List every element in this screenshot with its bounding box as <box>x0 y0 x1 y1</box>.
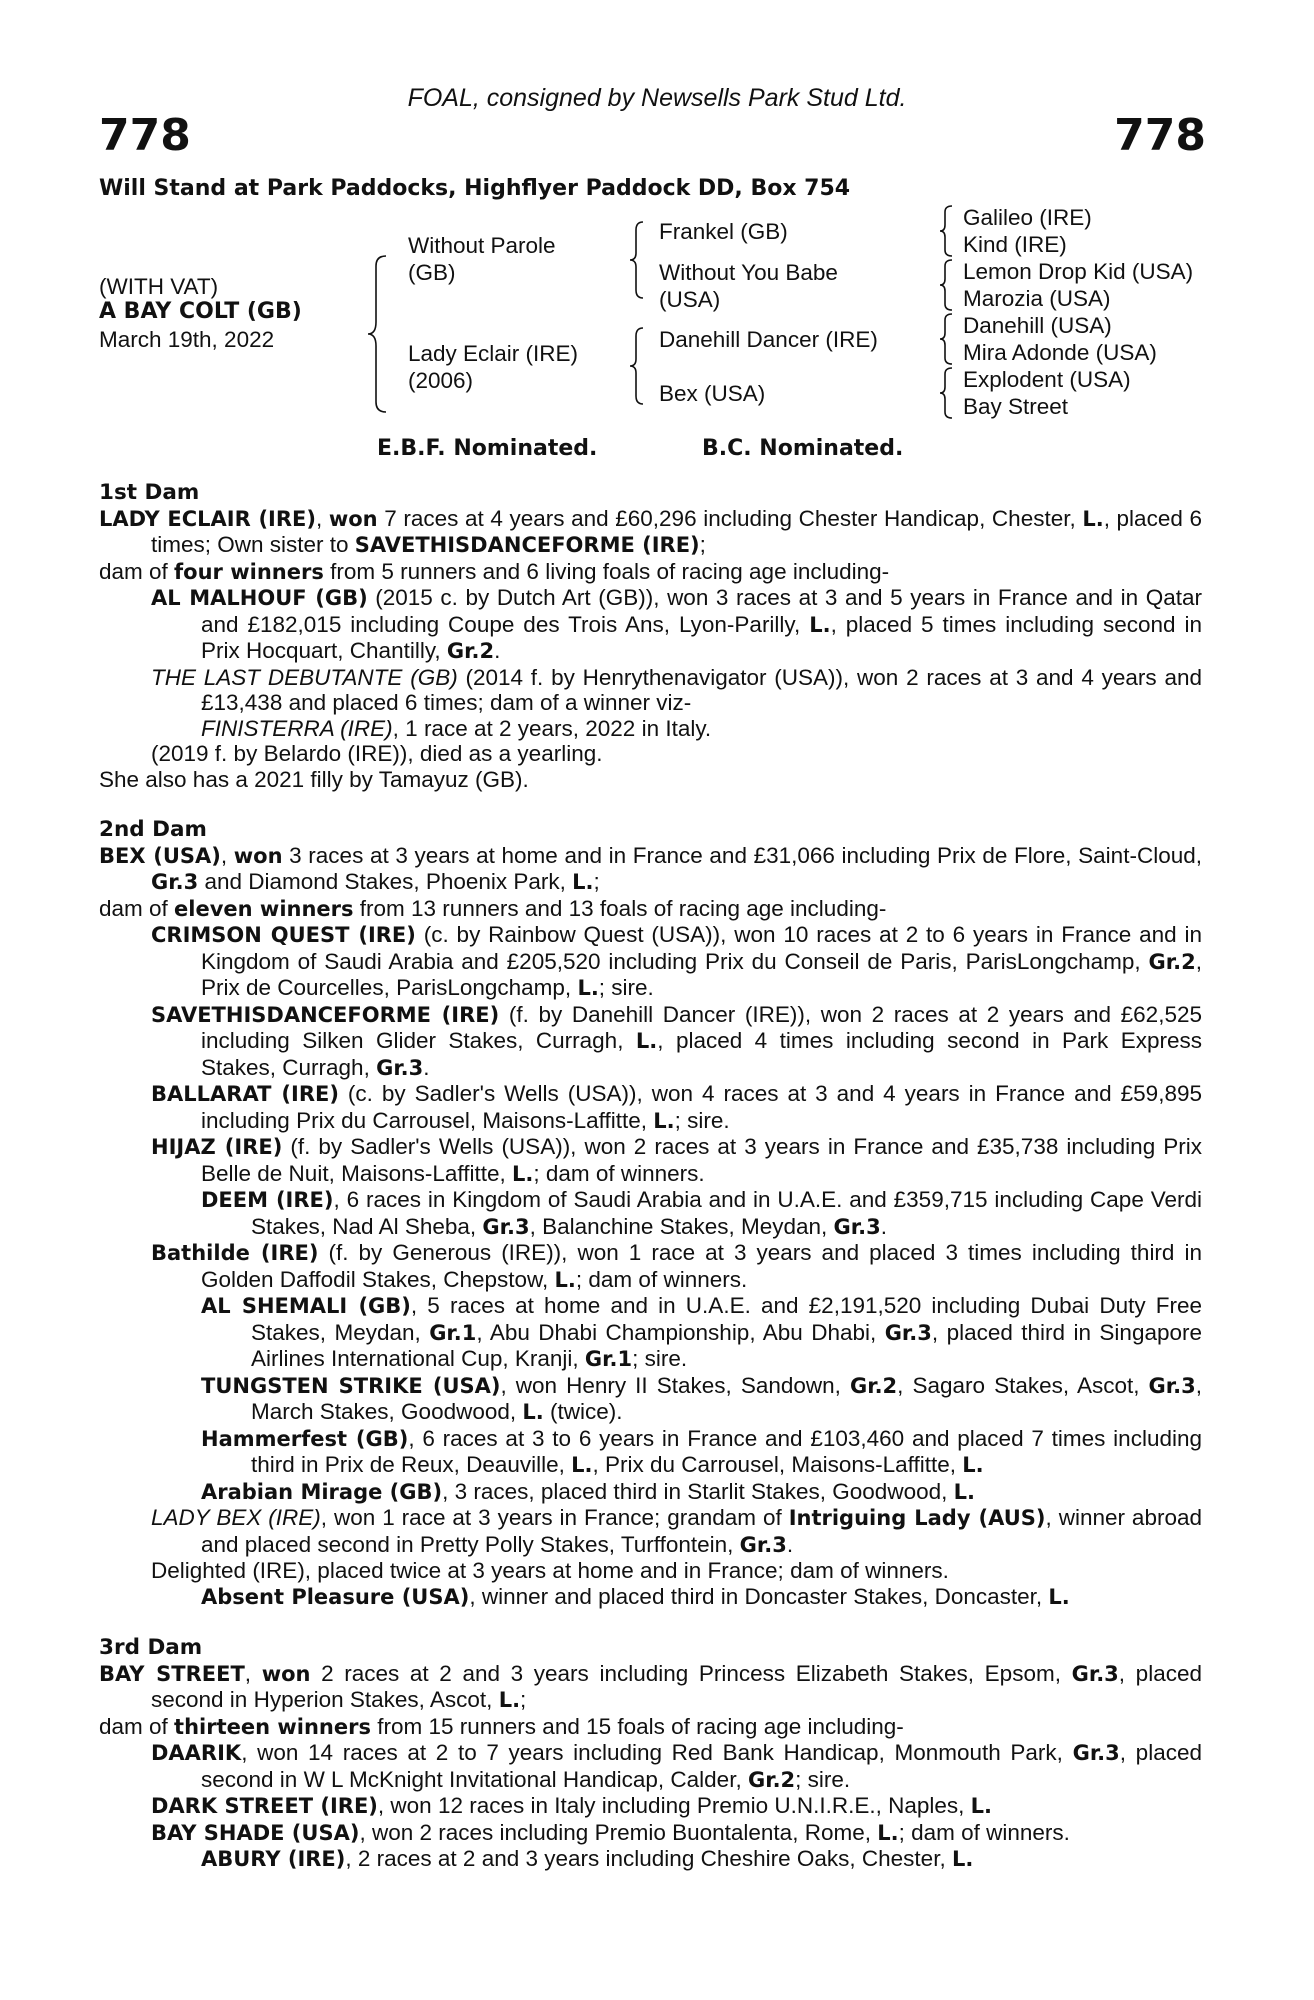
entry-text: (2015 c. by Dutch Art (GB)), won 3 races at 3 and 5 years in France and in Qatar and £182,015 including Coupe des Trois Ans, Lyon-Parilly, <box>201 585 1202 637</box>
entry-text: , Abu Dhabi Championship, Abu Dhabi, <box>476 1319 885 1345</box>
entry-text: dam of <box>99 895 175 921</box>
bold-text: L. <box>554 1267 576 1292</box>
catalogue-body <box>99 480 1202 1873</box>
entry-text: 2 races at 2 and 3 years including Princess Elizabeth Stakes, Epsom, <box>310 1660 1072 1686</box>
entry-text: , <box>244 1660 262 1686</box>
lot-number-right: 778 <box>1114 110 1206 161</box>
sire-country: (GB) <box>408 260 456 285</box>
bold-text: L. <box>498 1688 521 1712</box>
grandparent-4: Marozia (USA) <box>963 286 1111 311</box>
bold-text: DARK STREET (IRE) <box>151 1794 378 1818</box>
dam-sire: Danehill Dancer (IRE) <box>659 327 878 352</box>
entry-text: 7 races at 4 years and £60,296 including Chester Handicap, Chester, <box>377 505 1083 531</box>
entry-text: . <box>786 1531 794 1557</box>
foaling-date: March 19th, 2022 <box>99 327 275 352</box>
pedigree-brace-g4 <box>938 366 954 420</box>
bold-text: L. <box>522 1400 544 1424</box>
pedigree-brace-sire <box>628 220 646 300</box>
entry-text: , 1 race at 2 years, 2022 in Italy. <box>392 715 712 741</box>
bold-text: Absent Pleasure (USA) <box>201 1584 470 1609</box>
entry-text: 3 races at 3 years at home and in France and £31,066 including Prix de Flore, Saint-Cloud, <box>282 842 1202 868</box>
entry-text: ; sire. <box>795 1766 851 1792</box>
entry-text: , won 1 race at 3 years in France; grandam of <box>320 1505 789 1530</box>
bold-text: HIJAZ (IRE) <box>151 1135 283 1159</box>
pedigree-entry <box>151 1740 1202 1793</box>
entry-text: , Sagaro Stakes, Ascot, <box>897 1372 1149 1398</box>
entry-text: (2019 f. by Belardo (IRE)), died as a yearling. <box>151 741 603 766</box>
bold-text: BAY STREET <box>99 1661 245 1686</box>
entry-text: , <box>315 505 329 531</box>
bold-text: Gr.3 <box>1072 1741 1120 1765</box>
entry-text: ; <box>699 532 706 557</box>
bold-text: L. <box>1048 1584 1070 1609</box>
bold-text: won <box>328 506 378 531</box>
entry-text: , placed second in W L McKnight Invitational Handicap, Calder, <box>201 1740 1202 1792</box>
pedigree-entry <box>201 1426 1202 1479</box>
entry-text: (c. by Sadler's Wells (USA)), won 4 races at 3 and 4 years in France and £59,895 including Prix du Carrousel, Maisons-Laffitte, <box>201 1081 1202 1133</box>
bold-text: Gr.1 <box>429 1320 477 1345</box>
bold-text: TUNGSTEN STRIKE (USA) <box>201 1373 501 1398</box>
pedigree-brace-g2 <box>938 258 954 312</box>
entry-text: , 2 races at 2 and 3 years including Cheshire Oaks, Chester, <box>345 1846 952 1871</box>
pedigree-entry <box>201 1584 1202 1611</box>
entry-text: , won 14 races at 2 to 7 years including Red Bank Handicap, Monmouth Park, <box>241 1740 1073 1765</box>
entry-text: (twice). <box>543 1399 623 1424</box>
bold-text: Bathilde (IRE) <box>151 1241 319 1265</box>
pedigree-entry <box>151 1134 1202 1187</box>
section-heading: 1st Dam <box>99 480 200 505</box>
bold-text: SAVETHISDANCEFORME (IRE) <box>151 1002 500 1027</box>
bold-text: L. <box>635 1029 658 1053</box>
sire-name: Without Parole <box>408 233 556 258</box>
entry-text: , 6 races in Kingdom of Saudi Arabia and in U.A.E. and £359,715 including Cape Verdi Stakes, Nad Al Sheba, <box>251 1187 1202 1239</box>
entry-text: ; sire. <box>632 1346 688 1371</box>
bold-text: Gr.3 <box>376 1055 424 1080</box>
pedigree-entry <box>151 922 1202 1002</box>
pedigree-entry <box>201 716 1202 742</box>
pedigree-entry <box>151 1240 1202 1293</box>
bold-text: L. <box>571 1453 593 1477</box>
ebf-nomination: E.B.F. Nominated. <box>377 436 598 461</box>
bold-text: thirteen winners <box>174 1714 371 1739</box>
bc-nomination: B.C. Nominated. <box>702 436 904 461</box>
bold-text: Intriguing Lady (AUS) <box>788 1506 1046 1530</box>
entry-text: (f. by Sadler's Wells (USA)), won 2 races at 3 years in France and £35,738 including Prix Belle de Nuit, Maisons-Laffitte, <box>201 1134 1202 1186</box>
pedigree-entry <box>201 1373 1202 1426</box>
bold-text: L. <box>572 870 594 894</box>
pedigree-entry <box>151 741 1202 767</box>
bold-text: Gr.3 <box>833 1214 881 1239</box>
pedigree-entry <box>99 506 1202 559</box>
bold-text: Gr.3 <box>1071 1661 1119 1686</box>
entry-text: , won Henry II Stakes, Sandown, <box>500 1372 850 1398</box>
entry-text: , Prix de Courcelles, ParisLongchamp, <box>201 948 1202 1000</box>
bold-text: Arabian Mirage (GB) <box>201 1479 443 1504</box>
section-heading: 2nd Dam <box>99 817 207 842</box>
entry-text: dam of <box>99 558 175 584</box>
pedigree-entry <box>201 1846 1202 1873</box>
bold-text: BAY SHADE (USA) <box>151 1820 360 1845</box>
dam-dam: Bex (USA) <box>659 381 766 406</box>
pedigree-entry <box>151 1002 1202 1082</box>
entry-text: , placed 4 times including second in Park Express Stakes, Curragh, <box>201 1028 1202 1080</box>
bold-text: Gr.2 <box>849 1373 898 1398</box>
entry-text: , won 12 races in Italy including Premio U.N.I.R.E., Naples, <box>377 1793 971 1818</box>
bold-text: L. <box>951 1847 974 1871</box>
entry-text: ; dam of winners. <box>898 1819 1070 1845</box>
entry-text: . <box>880 1213 888 1239</box>
pedigree-brace-g1 <box>938 204 954 258</box>
entry-text: , winner and placed third in Doncaster Stakes, Doncaster, <box>469 1583 1049 1609</box>
section-heading: 3rd Dam <box>99 1635 203 1660</box>
lot-number-left: 778 <box>99 110 191 161</box>
bold-text: L. <box>653 1108 675 1133</box>
pedigree-entry <box>151 1081 1202 1134</box>
bold-text: Gr.3 <box>739 1532 787 1557</box>
bold-text: Gr.2 <box>747 1767 796 1792</box>
pedigree-entry <box>151 665 1202 716</box>
sire-sire: Frankel (GB) <box>659 219 788 244</box>
entry-text: , placed second in Hyperion Stakes, Ascot, <box>151 1660 1202 1712</box>
entry-text: ; dam of winners. <box>575 1266 748 1292</box>
bold-text: L. <box>809 612 831 637</box>
entry-text: from 13 runners and 13 foals of racing age including- <box>353 895 887 921</box>
consignor-line: FOAL, consigned by Newsells Park Stud Ltd. <box>407 84 907 112</box>
entry-text: , <box>220 842 234 868</box>
entry-text: ; <box>520 1687 527 1712</box>
entry-text: from 5 runners and 6 living foals of racing age including- <box>323 558 890 584</box>
entry-text: , winner abroad and placed second in Pretty Polly Stakes, Turffontein, <box>201 1505 1202 1557</box>
italic-text: THE LAST DEBUTANTE (GB) <box>151 664 458 690</box>
bold-text: SAVETHISDANCEFORME (IRE) <box>354 533 700 557</box>
vat-note: (WITH VAT) <box>99 274 219 299</box>
bold-text: L. <box>970 1794 993 1818</box>
section-gap <box>99 792 1202 817</box>
italic-text: LADY BEX (IRE) <box>151 1505 321 1530</box>
bold-text: DEEM (IRE) <box>201 1188 334 1212</box>
entry-text: . <box>494 638 501 663</box>
bold-text: L. <box>1082 506 1104 531</box>
pedigree-brace-g3 <box>938 312 954 366</box>
entry-text: (f. by Generous (IRE)), won 1 race at 3 years and placed 3 times including third in Golden Daffodil Stakes, Chepstow, <box>201 1240 1202 1292</box>
entry-text: She also has a 2021 filly by Tamayuz (GB). <box>99 766 529 792</box>
entry-text: from 15 runners and 15 foals of racing age including- <box>370 1713 904 1739</box>
pedigree-entry <box>99 843 1202 896</box>
bold-text: AL MALHOUF (GB) <box>151 586 368 610</box>
pedigree-entry <box>99 1661 1202 1714</box>
entry-text: , Prix du Carrousel, Maisons-Laffitte, <box>592 1452 963 1477</box>
bold-text: BALLARAT (IRE) <box>151 1082 339 1106</box>
entry-text: , placed 6 times; Own sister to <box>151 505 1202 557</box>
bold-text: Gr.1 <box>584 1347 633 1371</box>
entry-text: , placed third in Singapore Airlines International Cup, Kranji, <box>251 1319 1202 1371</box>
entry-text: ; sire. <box>598 975 654 1000</box>
bold-text: CRIMSON QUEST (IRE) <box>151 923 416 947</box>
grandparent-7: Explodent (USA) <box>963 367 1131 392</box>
section-gap <box>99 1610 1202 1635</box>
stand-location: Will Stand at Park Paddocks, Highflyer Paddock DD, Box 754 <box>99 176 851 201</box>
bold-text: Gr.3 <box>1148 1373 1196 1398</box>
bold-text: LADY ECLAIR (IRE) <box>99 506 316 531</box>
entry-text: dam of <box>99 1713 175 1739</box>
bold-text: AL SHEMALI (GB) <box>201 1294 411 1318</box>
pedigree-entry <box>99 1714 1202 1741</box>
bold-text: four winners <box>174 559 324 584</box>
entry-text: Delighted (IRE), placed twice at 3 years at home and in France; dam of winners. <box>151 1558 949 1583</box>
entry-text: , 6 races at 3 to 6 years in France and £103,460 and placed 7 times including third in Prix de Reux, Deauville, <box>251 1425 1202 1477</box>
entry-text: , won 2 races including Premio Buontalenta, Rome, <box>359 1819 878 1845</box>
entry-text: (c. by Rainbow Quest (USA)), won 10 races at 2 to 6 years in France and in Kingdom of Saudi Arabia and £205,520 including Prix du Conseil de Paris, ParisLongchamp, <box>201 922 1202 974</box>
pedigree-brace-dam <box>628 326 646 406</box>
bold-text: Gr.2 <box>1148 949 1196 974</box>
entry-text: ; dam of winners. <box>533 1160 705 1186</box>
entry-text: , Balanchine Stakes, Meydan, <box>529 1213 834 1239</box>
entry-text: and Diamond Stakes, Phoenix Park, <box>198 869 573 894</box>
entry-text: ; sire. <box>674 1107 730 1133</box>
pedigree-entry <box>201 1293 1202 1373</box>
bold-text: won <box>261 1661 311 1686</box>
bold-text: ABURY (IRE) <box>201 1847 346 1871</box>
bold-text: L. <box>577 976 599 1000</box>
sire-dam-country: (USA) <box>659 287 721 312</box>
pedigree-entry <box>99 767 1202 793</box>
entry-text: (2014 f. by Henrythenavigator (USA)), won 2 races at 3 and 4 years and £13,438 and placed 6 times; dam of a winner viz- <box>201 664 1202 715</box>
pedigree-entry <box>201 1479 1202 1506</box>
grandparent-2: Kind (IRE) <box>963 232 1067 257</box>
grandparent-5: Danehill (USA) <box>963 313 1112 338</box>
entry-text: . <box>423 1054 430 1080</box>
grandparent-3: Lemon Drop Kid (USA) <box>963 259 1194 284</box>
pedigree-entry <box>151 1505 1202 1558</box>
entry-text: , 3 races, placed third in Starlit Stakes, Goodwood, <box>442 1478 954 1504</box>
bold-text: won <box>233 843 283 868</box>
entry-text: ; <box>593 869 600 894</box>
bold-text: Hammerfest (GB) <box>201 1426 409 1451</box>
grandparent-8: Bay Street <box>963 394 1069 419</box>
bold-text: L. <box>512 1161 534 1186</box>
grandparent-6: Mira Adonde (USA) <box>963 340 1157 365</box>
bold-text: Gr.3 <box>151 870 199 894</box>
pedigree-entry <box>151 1793 1202 1820</box>
pedigree-entry <box>151 585 1202 665</box>
entry-text: , March Stakes, Goodwood, <box>251 1372 1202 1424</box>
pedigree-entry <box>99 559 1202 586</box>
bold-text: Gr.2 <box>446 639 495 663</box>
bold-text: L. <box>962 1453 984 1477</box>
pedigree-entry <box>99 896 1202 923</box>
grandparent-1: Galileo (IRE) <box>963 205 1092 230</box>
bold-text: Gr.3 <box>884 1320 932 1345</box>
horse-name: A BAY COLT (GB) <box>99 299 302 324</box>
pedigree-entry <box>151 1558 1202 1584</box>
entry-text: , 5 races at home and in U.A.E. and £2,191,520 including Dubai Duty Free Stakes, Meydan, <box>251 1293 1202 1345</box>
entry-text: , placed 5 times including second in Prix Hocquart, Chantilly, <box>201 611 1202 663</box>
entry-text: (f. by Danehill Dancer (IRE)), won 2 races at 2 years and £62,525 including Silken Glider Stakes, Curragh, <box>201 1001 1202 1053</box>
sire-dam-name: Without You Babe <box>659 260 838 285</box>
dam-name: Lady Eclair (IRE) <box>408 341 579 366</box>
bold-text: Gr.3 <box>482 1214 530 1239</box>
italic-text: FINISTERRA (IRE) <box>201 715 393 741</box>
dam-year: (2006) <box>408 368 474 393</box>
pedigree-entry <box>201 1187 1202 1240</box>
bold-text: L. <box>877 1820 899 1845</box>
pedigree-brace-main <box>366 254 390 414</box>
bold-text: eleven winners <box>174 896 354 921</box>
bold-text: L. <box>953 1479 975 1504</box>
bold-text: BEX (USA) <box>99 843 221 868</box>
bold-text: DAARIK <box>151 1741 242 1765</box>
pedigree-entry <box>151 1820 1202 1847</box>
